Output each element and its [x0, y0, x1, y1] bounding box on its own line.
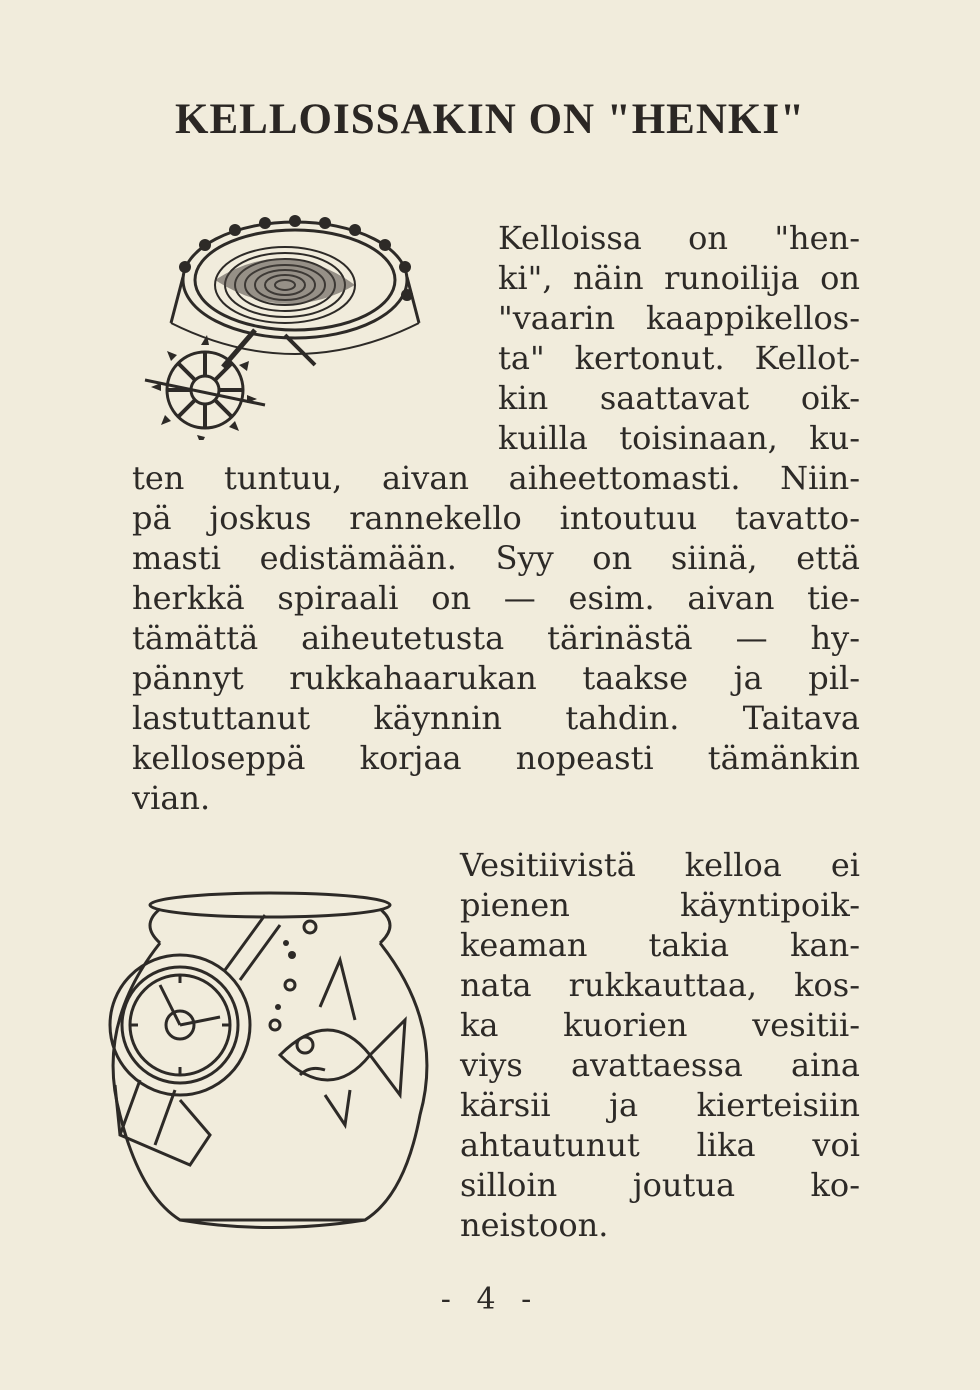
- text-line: keaman takia kan-: [460, 926, 860, 964]
- text-line: herkkä spiraali on — esim. aivan tie-: [132, 579, 860, 617]
- text-line: Kelloissa on "hen-: [498, 219, 860, 257]
- text-line: ta" kertonut. Kellot-: [498, 339, 860, 377]
- text-line: ahtautunut lika voi: [460, 1126, 860, 1164]
- text-line: vian.: [132, 779, 211, 817]
- page-title: KELLOISSAKIN ON "HENKI": [175, 96, 805, 143]
- text-line: "vaarin kaappikellos-: [498, 299, 860, 337]
- text-line: neistoon.: [460, 1206, 609, 1244]
- text-line: tämättä aiheutetusta tärinästä — hy-: [132, 619, 860, 657]
- text-line: pännyt rukkahaarukan taakse ja pil-: [132, 659, 860, 697]
- text-line: silloin joutua ko-: [460, 1166, 860, 1204]
- text-line: Vesitiivistä kelloa ei: [460, 846, 860, 884]
- text-line: pä joskus rannekello intoutuu tavatto-: [132, 499, 860, 537]
- text-line: kin saattavat oik-: [498, 379, 860, 417]
- text-line: nata rukkauttaa, kos-: [460, 966, 860, 1004]
- text-line: kärsii ja kierteisiin: [460, 1086, 860, 1124]
- text-line: ten tuntuu, aivan aiheettomasti. Niin-: [132, 459, 860, 497]
- page-number: - 4 -: [440, 1282, 540, 1317]
- text-line: viys avattaessa aina: [460, 1046, 860, 1084]
- text-line: masti edistämään. Syy on siinä, että: [132, 539, 860, 577]
- text-line: ka kuorien vesitii-: [460, 1006, 860, 1044]
- text-line: kuilla toisinaan, ku-: [498, 419, 860, 457]
- text-line: ki", näin runoilija on: [498, 259, 860, 297]
- text-line: kelloseppä korjaa nopeasti tämänkin: [132, 739, 860, 777]
- text-line: pienen käyntipoik-: [460, 886, 860, 924]
- fishbowl-watch-illustration: [100, 885, 445, 1245]
- text-line: lastuttanut käynnin tahdin. Taitava: [132, 699, 860, 737]
- balance-wheel-illustration: [135, 205, 435, 440]
